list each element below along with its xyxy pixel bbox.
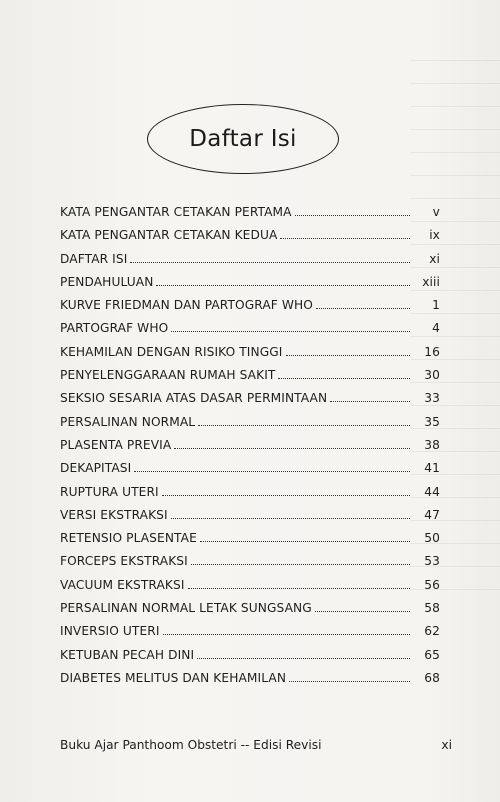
toc-entry-page: 68	[424, 670, 440, 685]
footer-page-number: xi	[441, 738, 452, 752]
title-oval	[147, 104, 339, 174]
toc-dot-leader	[162, 495, 410, 496]
toc-entry-label: DIABETES MELITUS DAN KEHAMILAN	[60, 670, 287, 685]
toc-entry-page: 41	[424, 461, 440, 476]
toc-dot-leader	[171, 331, 410, 332]
toc-entry-page: 38	[424, 437, 440, 452]
toc-entry	[60, 508, 440, 531]
toc-entry	[60, 275, 440, 298]
toc-entry-label: VERSI EKSTRAKSI	[60, 507, 168, 522]
toc-entry-page: 4	[432, 321, 440, 336]
toc-entry	[60, 368, 440, 391]
toc-entry	[60, 648, 440, 671]
toc-entry-label: RETENSIO PLASENTAE	[60, 531, 197, 546]
toc-entry-label: INVERSIO UTERI	[60, 624, 160, 639]
toc-entry	[60, 461, 440, 484]
toc-entry	[60, 554, 440, 577]
toc-dot-leader	[163, 634, 410, 635]
toc-entry-page: 16	[424, 344, 440, 359]
toc-dot-leader	[191, 564, 410, 565]
toc-entry-page: 58	[424, 601, 440, 616]
toc-entry-label: PENDAHULUAN	[60, 274, 154, 289]
toc-dot-leader	[156, 285, 410, 286]
toc-entry-label: KURVE FRIEDMAN DAN PARTOGRAF WHO	[60, 298, 313, 313]
toc-entry-label: DAFTAR ISI	[60, 251, 128, 266]
toc-entry	[60, 415, 440, 438]
toc-entry-page: 44	[424, 484, 440, 499]
table-of-contents	[60, 205, 440, 694]
toc-entry-label: PERSALINAN NORMAL	[60, 414, 196, 429]
toc-entry-page: 62	[424, 624, 440, 639]
toc-dot-leader	[200, 541, 410, 542]
toc-entry-page: 53	[424, 554, 440, 569]
toc-dot-leader	[280, 238, 410, 239]
footer-book-title: Buku Ajar Panthoom Obstetri -- Edisi Revisi	[60, 738, 322, 752]
toc-entry-label: PLASENTA PREVIA	[60, 437, 172, 452]
toc-entry-page: 30	[424, 368, 440, 383]
toc-dot-leader	[286, 355, 411, 356]
toc-dot-leader	[197, 658, 410, 659]
toc-dot-leader	[278, 378, 410, 379]
toc-dot-leader	[134, 471, 410, 472]
toc-entry-page: 47	[424, 507, 440, 522]
toc-entry-label: KETUBAN PECAH DINI	[60, 647, 195, 662]
toc-entry-label: SEKSIO SESARIA ATAS DASAR PERMINTAAN	[60, 391, 328, 406]
toc-entry	[60, 228, 440, 251]
toc-entry	[60, 391, 440, 414]
toc-entry-label: VACUUM EKSTRAKSI	[60, 577, 185, 592]
toc-entry-label: RUPTURA UTERI	[60, 484, 159, 499]
toc-entry-label: DEKAPITASI	[60, 461, 132, 476]
toc-entry-page: v	[432, 205, 440, 219]
toc-entry-label: KATA PENGANTAR CETAKAN PERTAMA	[60, 205, 292, 219]
toc-entry	[60, 345, 440, 368]
toc-entry	[60, 624, 440, 647]
toc-entry	[60, 671, 440, 694]
page-title: Daftar Isi	[189, 126, 297, 152]
toc-entry-page: 56	[424, 577, 440, 592]
toc-entry	[60, 205, 440, 228]
toc-dot-leader	[198, 425, 410, 426]
toc-entry-label: KATA PENGANTAR CETAKAN KEDUA	[60, 228, 278, 243]
page-footer	[60, 738, 452, 752]
toc-entry-label: PARTOGRAF WHO	[60, 321, 169, 336]
toc-dot-leader	[188, 588, 410, 589]
toc-entry	[60, 578, 440, 601]
toc-entry	[60, 252, 440, 275]
toc-entry	[60, 531, 440, 554]
toc-dot-leader	[174, 448, 410, 449]
toc-entry-page: 50	[424, 531, 440, 546]
toc-entry	[60, 438, 440, 461]
toc-entry	[60, 601, 440, 624]
toc-entry-page: 35	[424, 414, 440, 429]
toc-entry-page: ix	[429, 228, 440, 243]
toc-entry-label: PENYELENGGARAAN RUMAH SAKIT	[60, 368, 276, 383]
toc-entry	[60, 321, 440, 344]
toc-entry-label: KEHAMILAN DENGAN RISIKO TINGGI	[60, 344, 283, 359]
toc-dot-leader	[171, 518, 410, 519]
toc-dot-leader	[330, 401, 410, 402]
toc-entry	[60, 298, 440, 321]
toc-entry-page: 1	[432, 298, 440, 313]
toc-entry	[60, 485, 440, 508]
toc-entry-page: 65	[424, 647, 440, 662]
toc-dot-leader	[295, 215, 410, 216]
toc-entry-label: FORCEPS EKSTRAKSI	[60, 554, 188, 569]
toc-entry-page: xiii	[422, 274, 440, 289]
toc-entry-label: PERSALINAN NORMAL LETAK SUNGSANG	[60, 601, 312, 616]
toc-dot-leader	[289, 681, 410, 682]
toc-dot-leader	[316, 308, 410, 309]
toc-entry-page: xi	[429, 251, 440, 266]
toc-dot-leader	[130, 262, 410, 263]
toc-entry-page: 33	[424, 391, 440, 406]
toc-dot-leader	[315, 611, 410, 612]
